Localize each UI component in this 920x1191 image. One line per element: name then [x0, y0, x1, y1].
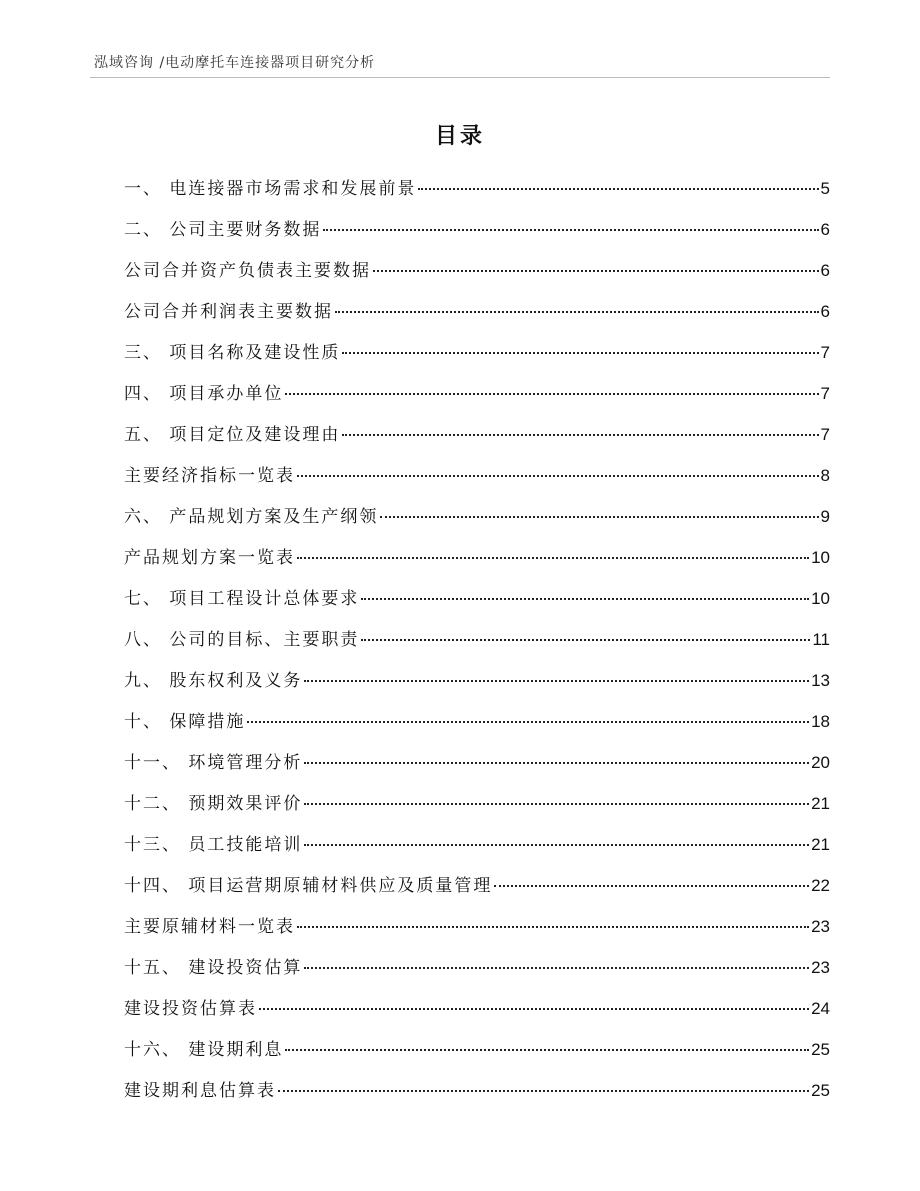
- toc-entry-label: 建设投资估算表: [124, 999, 257, 1019]
- toc-dot-leader: [259, 1007, 809, 1010]
- toc-dot-leader: [278, 1089, 809, 1092]
- toc-entry[interactable]: [124, 947, 830, 988]
- toc-dot-leader: [373, 269, 819, 272]
- toc-entry-label: 公司合并资产负债表主要数据: [124, 261, 371, 281]
- toc-entry[interactable]: [124, 1029, 830, 1070]
- toc-entry-page-number: 9: [820, 507, 830, 526]
- toc-entry[interactable]: [124, 414, 830, 455]
- toc-entry[interactable]: [124, 496, 830, 537]
- toc-entry[interactable]: [124, 865, 830, 906]
- toc-entry-label: 产品规划方案一览表: [124, 548, 295, 568]
- toc-entry[interactable]: [124, 291, 830, 332]
- toc-dot-leader: [285, 1048, 809, 1051]
- toc-entry[interactable]: [124, 209, 830, 250]
- toc-dot-leader: [304, 761, 809, 764]
- toc-entry-page-number: 6: [820, 261, 830, 280]
- toc-entry-page-number: 25: [811, 1081, 830, 1100]
- toc-dot-leader: [361, 638, 810, 641]
- toc-entry-page-number: 7: [820, 343, 830, 362]
- toc-entry-label: 八、 公司的目标、主要职责: [124, 630, 360, 650]
- toc-entry[interactable]: [124, 906, 830, 947]
- toc-entry-page-number: 23: [811, 917, 830, 936]
- toc-dot-leader: [297, 556, 809, 559]
- table-of-contents: [124, 168, 830, 1111]
- header-divider: [90, 77, 830, 78]
- toc-entry-label: 主要原辅材料一览表: [124, 917, 295, 937]
- toc-entry-label: 九、 股东权利及义务: [124, 671, 303, 691]
- toc-entry-label: 十二、 预期效果评价: [124, 794, 303, 814]
- toc-entry[interactable]: [124, 824, 830, 865]
- toc-dot-leader: [297, 474, 819, 477]
- toc-entry-page-number: 22: [811, 876, 830, 895]
- toc-entry[interactable]: [124, 373, 830, 414]
- toc-entry-page-number: 6: [820, 220, 830, 239]
- toc-entry[interactable]: [124, 660, 830, 701]
- toc-entry-label: 十四、 项目运营期原辅材料供应及质量管理: [124, 876, 493, 896]
- toc-entry-page-number: 20: [811, 753, 830, 772]
- toc-entry-label: 四、 项目承办单位: [124, 384, 284, 404]
- toc-dot-leader: [247, 720, 809, 723]
- toc-entry-page-number: 25: [811, 1040, 830, 1059]
- toc-entry[interactable]: [124, 701, 830, 742]
- toc-entry-label: 五、 项目定位及建设理由: [124, 425, 341, 445]
- toc-entry-label: 十、 保障措施: [124, 712, 246, 732]
- toc-entry-label: 建设期利息估算表: [124, 1081, 276, 1101]
- toc-entry-page-number: 10: [811, 548, 830, 567]
- toc-dot-leader: [342, 433, 818, 436]
- toc-dot-leader: [297, 925, 809, 928]
- toc-entry[interactable]: [124, 578, 830, 619]
- toc-entry[interactable]: [124, 988, 830, 1029]
- toc-entry-page-number: 18: [811, 712, 830, 731]
- toc-entry[interactable]: [124, 742, 830, 783]
- toc-dot-leader: [304, 843, 809, 846]
- toc-entry-page-number: 21: [811, 794, 830, 813]
- toc-entry-label: 七、 项目工程设计总体要求: [124, 589, 360, 609]
- toc-entry[interactable]: [124, 783, 830, 824]
- toc-entry-page-number: 23: [811, 958, 830, 977]
- toc-entry-page-number: 8: [820, 466, 830, 485]
- toc-entry[interactable]: [124, 332, 830, 373]
- toc-entry-page-number: 10: [811, 589, 830, 608]
- toc-entry-label: 主要经济指标一览表: [124, 466, 295, 486]
- toc-dot-leader: [342, 351, 818, 354]
- toc-entry-page-number: 7: [820, 425, 830, 444]
- toc-entry-page-number: 13: [811, 671, 830, 690]
- toc-entry-page-number: 21: [811, 835, 830, 854]
- toc-entry-label: 公司合并利润表主要数据: [124, 302, 333, 322]
- toc-entry-label: 一、 电连接器市场需求和发展前景: [124, 179, 417, 199]
- toc-entry[interactable]: [124, 619, 830, 660]
- toc-dot-leader: [418, 187, 818, 190]
- toc-dot-leader: [304, 679, 809, 682]
- toc-entry-label: 十六、 建设期利息: [124, 1040, 284, 1060]
- toc-entry-page-number: 6: [820, 302, 830, 321]
- toc-entry-label: 六、 产品规划方案及生产纲领: [124, 507, 379, 527]
- toc-dot-leader: [335, 310, 819, 313]
- toc-entry-label: 十一、 环境管理分析: [124, 753, 303, 773]
- toc-dot-leader: [380, 515, 818, 518]
- toc-entry-label: 二、 公司主要财务数据: [124, 220, 322, 240]
- page-header: 泓域咨询 /电动摩托车连接器项目研究分析: [94, 55, 376, 71]
- toc-entry[interactable]: [124, 455, 830, 496]
- toc-entry-page-number: 5: [820, 179, 830, 198]
- toc-dot-leader: [304, 966, 809, 969]
- toc-entry-page-number: 11: [812, 630, 830, 649]
- toc-entry[interactable]: [124, 168, 830, 209]
- toc-entry[interactable]: [124, 537, 830, 578]
- toc-dot-leader: [323, 228, 818, 231]
- toc-entry-page-number: 24: [811, 999, 830, 1018]
- toc-entry[interactable]: [124, 250, 830, 291]
- toc-dot-leader: [494, 884, 809, 887]
- toc-entry[interactable]: [124, 1070, 830, 1111]
- toc-entry-label: 三、 项目名称及建设性质: [124, 343, 341, 363]
- toc-dot-leader: [285, 392, 818, 395]
- toc-entry-page-number: 7: [820, 384, 830, 403]
- toc-entry-label: 十五、 建设投资估算: [124, 958, 303, 978]
- toc-dot-leader: [304, 802, 809, 805]
- toc-title: 目录: [434, 124, 485, 149]
- toc-dot-leader: [361, 597, 809, 600]
- toc-entry-label: 十三、 员工技能培训: [124, 835, 303, 855]
